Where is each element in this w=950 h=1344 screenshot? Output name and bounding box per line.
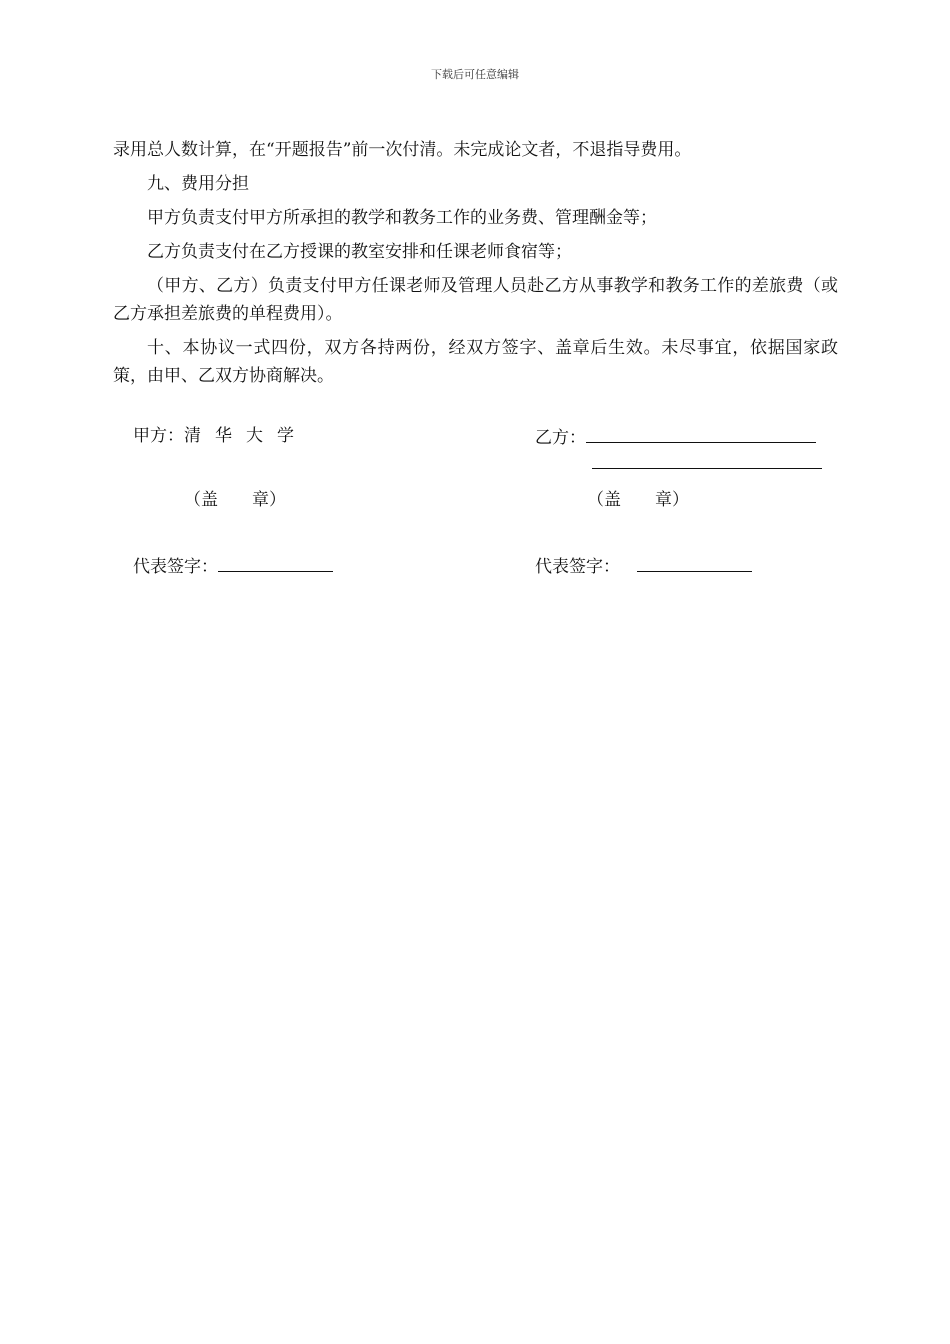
paragraph-party-b-costs: 乙方负责支付在乙方授课的教室安排和任课老师食宿等；: [147, 242, 572, 262]
paragraph-agreement-copies: 十、本协议一式四份，双方各持两份，经双方签字、盖章后生效。未尽事宜，依据国家政策，由甲、乙双方协商解决。: [113, 338, 838, 386]
rep-b-line: [535, 553, 752, 579]
party-b-second-line: [592, 450, 822, 476]
party-b-name-underline: [586, 424, 816, 443]
rep-a-label: 代表签字：: [133, 557, 218, 577]
party-b-line: [535, 424, 816, 450]
party-a-line: [133, 424, 308, 448]
page-header-note: 下载后可任意编辑: [431, 68, 519, 81]
party-b-name-underline-2: [592, 450, 822, 469]
rep-b-signature-underline: [637, 553, 752, 572]
rep-b-label: 代表签字：: [535, 557, 620, 577]
party-a-name: 清华大学: [184, 426, 308, 446]
rep-a-signature-underline: [218, 553, 333, 572]
paragraph-party-a-costs: 甲方负责支付甲方所承担的教学和教务工作的业务费、管理酬金等；: [147, 208, 657, 228]
seal-b: （盖 章）: [587, 490, 689, 510]
rep-a-line: [133, 553, 333, 579]
section-heading-cost-sharing: 九、费用分担: [147, 174, 249, 194]
party-b-label: 乙方：: [535, 428, 586, 448]
agreement-body: [113, 136, 838, 396]
seal-a: （盖 章）: [184, 490, 286, 510]
paragraph-payment-continuation: 录用总人数计算，在“开题报告”前一次付清。未完成论文者，不退指导费用。: [113, 140, 692, 160]
party-a-label: 甲方：: [133, 426, 184, 446]
paragraph-travel-costs: （甲方、乙方）负责支付甲方任课老师及管理人员赴乙方从事教学和教务工作的差旅费（或乙方承担差旅费的单程费用）。: [113, 276, 838, 324]
